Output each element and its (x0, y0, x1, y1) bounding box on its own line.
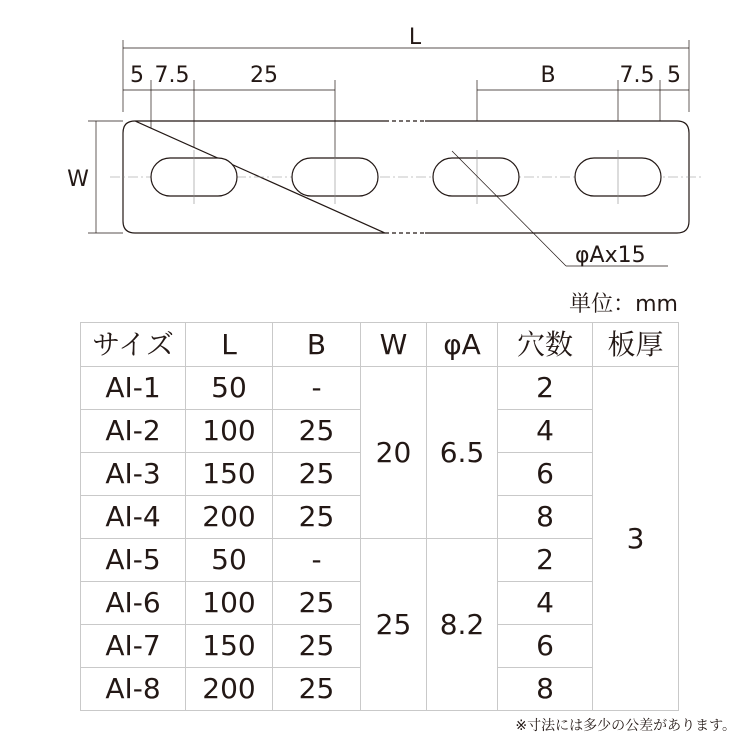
dim-half-pitch-right: 7.5 (619, 63, 655, 88)
cell-size: AI-8 (81, 668, 186, 711)
cell-l: 100 (186, 410, 273, 453)
dim-half-pitch-left: 7.5 (154, 63, 190, 88)
cell-b: 25 (273, 582, 361, 625)
cell-w-group-2: 25 (361, 539, 427, 711)
cell-holes: 2 (498, 539, 593, 582)
cell-l: 150 (186, 453, 273, 496)
cell-b: 25 (273, 410, 361, 453)
header-b: B (273, 323, 361, 367)
length-dimension (123, 25, 689, 112)
cell-holes: 6 (498, 625, 593, 668)
cell-w-group-1: 20 (361, 367, 427, 539)
cell-l: 150 (186, 625, 273, 668)
header-thickness: 板厚 (593, 323, 679, 367)
cell-l: 100 (186, 582, 273, 625)
cell-l: 200 (186, 668, 273, 711)
bracket-drawing (0, 0, 750, 310)
dim-end-left: 5 (130, 63, 144, 88)
cell-size: AI-6 (81, 582, 186, 625)
cell-l: 200 (186, 496, 273, 539)
cell-b: - (273, 367, 361, 410)
tolerance-footnote: ※寸法には多少の公差があります。 (515, 718, 736, 734)
cell-l: 50 (186, 367, 273, 410)
header-hole-diameter: φA (427, 323, 498, 367)
dim-end-right: 5 (667, 63, 681, 88)
spec-table (80, 322, 679, 711)
table-header-row (81, 323, 679, 367)
table-row (81, 539, 679, 582)
cell-b: 25 (273, 668, 361, 711)
cell-holes: 8 (498, 668, 593, 711)
header-l: L (186, 323, 273, 367)
width-label: W (67, 167, 89, 192)
cell-size: AI-5 (81, 539, 186, 582)
cell-b: 25 (273, 625, 361, 668)
cell-size: AI-3 (81, 453, 186, 496)
cell-holes: 4 (498, 582, 593, 625)
cell-holes: 8 (498, 496, 593, 539)
cell-holes: 4 (498, 410, 593, 453)
cell-holes: 2 (498, 367, 593, 410)
header-w: W (361, 323, 427, 367)
cell-size: AI-2 (81, 410, 186, 453)
slot-hole-3 (433, 158, 519, 196)
cell-b: 25 (273, 496, 361, 539)
cell-b: - (273, 539, 361, 582)
cell-holes: 6 (498, 453, 593, 496)
header-hole-count: 穴数 (498, 323, 593, 367)
cell-a-group-1: 6.5 (427, 367, 498, 539)
cell-size: AI-1 (81, 367, 186, 410)
cell-thickness: 3 (593, 367, 679, 711)
cell-b: 25 (273, 453, 361, 496)
unit-note: 単位：mm (569, 292, 678, 317)
hole-callout-label: φAx15 (575, 243, 646, 268)
dim-pitch: 25 (250, 63, 278, 88)
cell-size: AI-4 (81, 496, 186, 539)
cell-a-group-2: 8.2 (427, 539, 498, 711)
cell-l: 50 (186, 539, 273, 582)
cell-size: AI-7 (81, 625, 186, 668)
table-row (81, 367, 679, 410)
length-label: L (408, 25, 422, 50)
header-size: サイズ (81, 323, 186, 367)
dim-b: B (540, 63, 556, 88)
